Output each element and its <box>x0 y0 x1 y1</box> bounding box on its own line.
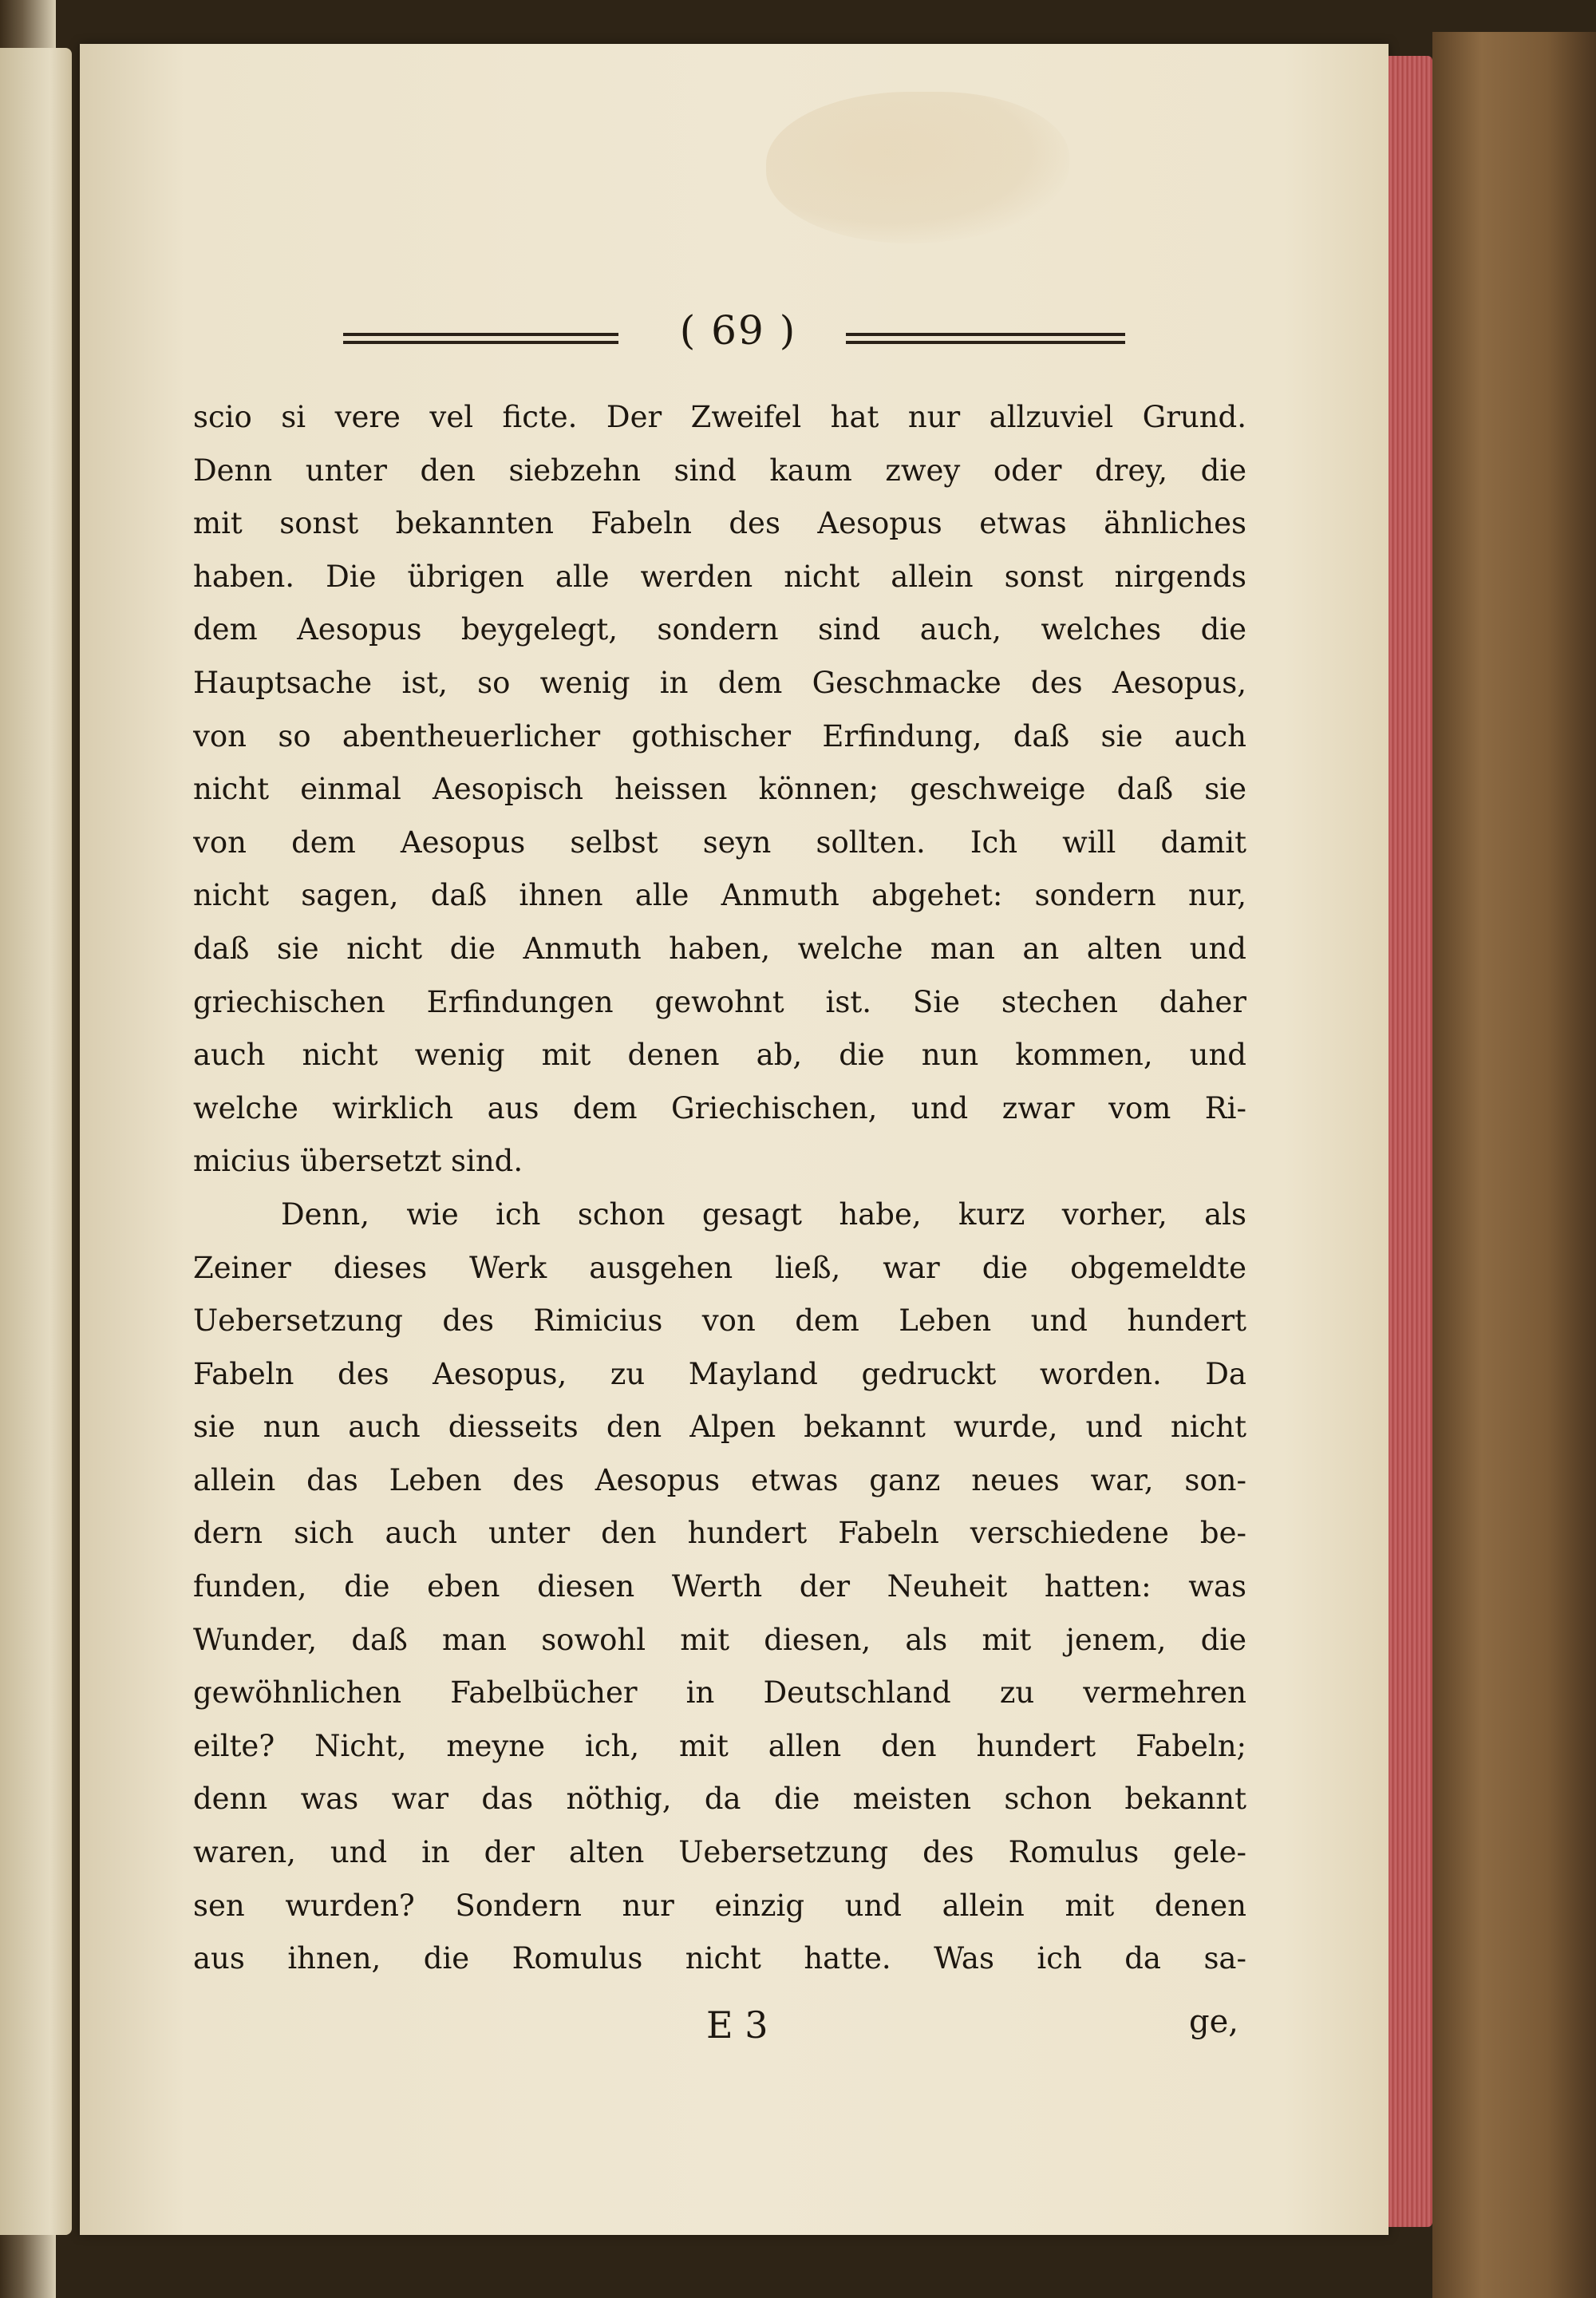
text-line: Fabeln des Aesopus, zu Mayland gedruckt worden. Da <box>193 1356 1246 1391</box>
running-head <box>80 307 1389 371</box>
text-line: griechischen Erfindungen gewohnt ist. Sie stechen daher <box>193 984 1246 1019</box>
text-line: nicht sagen, daß ihnen alle Anmuth abgehet: sondern nur, <box>193 878 1246 913</box>
text-line: aus ihnen, die Romulus nicht hatte. Was ich da sa- <box>193 1941 1246 1976</box>
page-number: ( 69 ) <box>679 307 797 354</box>
text-line: scio si vere vel ficte. Der Zweifel hat nur allzuviel Grund. <box>193 400 1246 434</box>
text-line: welche wirklich aus dem Griechischen, und zwar vom Ri- <box>193 1090 1246 1125</box>
signature-mark: E 3 <box>706 2003 768 2047</box>
text-line: waren, und in der alten Uebersetzung des Romulus gele- <box>193 1835 1246 1870</box>
book-page <box>80 44 1389 2235</box>
facing-page-edge <box>0 48 72 2235</box>
text-line: micius übersetzt sind. <box>193 1144 523 1179</box>
catchword: ge, <box>1189 2003 1238 2040</box>
water-stain <box>766 92 1069 243</box>
text-line: von so abentheuerlicher gothischer Erfindung, daß sie auch <box>193 718 1246 753</box>
text-line: Denn unter den siebzehn sind kaum zwey oder drey, die <box>193 453 1246 488</box>
text-line: eilte? Nicht, meyne ich, mit allen den hundert Fabeln; <box>193 1728 1246 1763</box>
text-line: mit sonst bekannten Fabeln des Aesopus etwas ähnliches <box>193 506 1246 541</box>
text-line: von dem Aesopus selbst seyn sollten. Ich will damit <box>193 825 1246 860</box>
text-line: auch nicht wenig mit denen ab, die nun kommen, und <box>193 1038 1246 1073</box>
text-line: Denn, wie ich schon gesagt habe, kurz vorher, als <box>281 1196 1246 1232</box>
text-line: daß sie nicht die Anmuth haben, welche man an alten und <box>193 931 1246 966</box>
text-line: dem Aesopus beygelegt, sondern sind auch, welches die <box>193 612 1246 647</box>
text-line: haben. Die übrigen alle werden nicht allein sonst nirgends <box>193 559 1246 594</box>
text-line: allein das Leben des Aesopus etwas ganz neues war, son- <box>193 1462 1246 1497</box>
head-rule-right <box>846 333 1125 344</box>
text-line: dern sich auch unter den hundert Fabeln verschiedene be- <box>193 1516 1246 1551</box>
body-text <box>193 391 1246 1986</box>
head-rule-left <box>343 333 618 344</box>
book-cover-edge <box>1432 32 1596 2298</box>
text-line: gewöhnlichen Fabelbücher in Deutschland zu vermehren <box>193 1675 1246 1711</box>
text-line: sen wurden? Sondern nur einzig und allein mit denen <box>193 1888 1246 1923</box>
text-line: nicht einmal Aesopisch heissen können; geschweige daß sie <box>193 772 1246 807</box>
text-line: sie nun auch diesseits den Alpen bekannt wurde, und nicht <box>193 1410 1246 1445</box>
text-line: denn was war das nöthig, da die meisten schon bekannt <box>193 1782 1246 1817</box>
text-line: funden, die eben diesen Werth der Neuheit hatten: was <box>193 1569 1246 1604</box>
text-line: Zeiner dieses Werk ausgehen ließ, war die obgemeldte <box>193 1250 1246 1285</box>
red-page-edges <box>1389 56 1432 2227</box>
text-line: Hauptsache ist, so wenig in dem Geschmacke des Aesopus, <box>193 665 1246 700</box>
text-line: Uebersetzung des Rimicius von dem Leben und hundert <box>193 1303 1246 1339</box>
text-line: Wunder, daß man sowohl mit diesen, als mit jenem, die <box>193 1622 1246 1657</box>
